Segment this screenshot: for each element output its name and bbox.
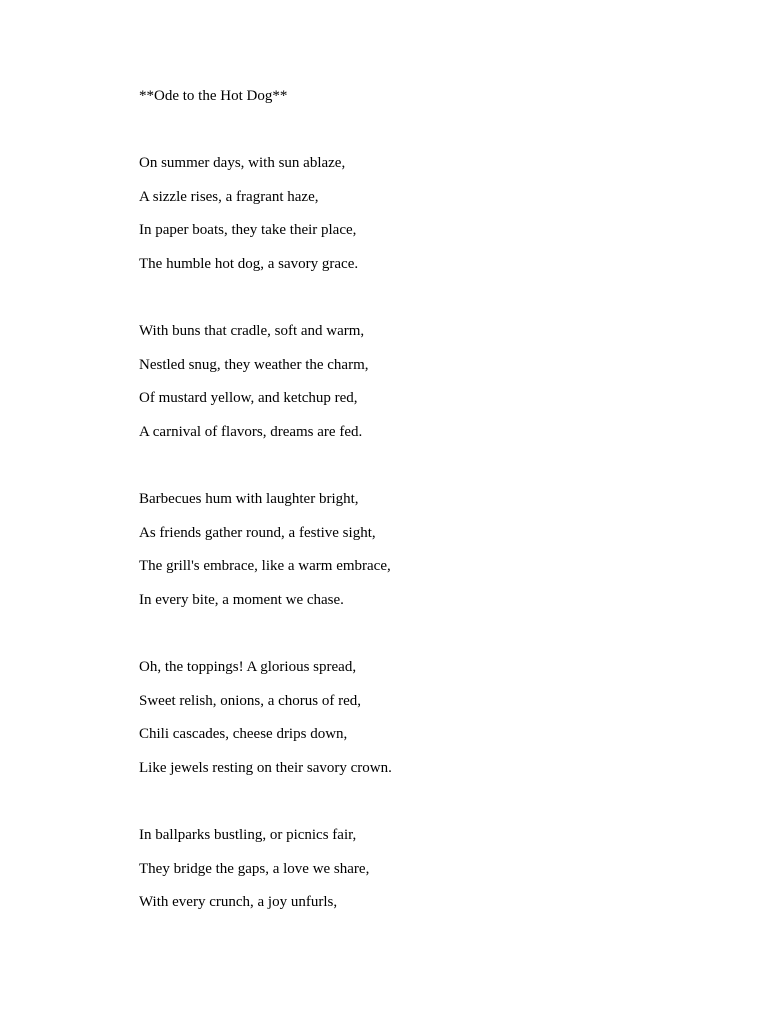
poem-line: The humble hot dog, a savory grace. bbox=[139, 256, 359, 272]
poem-line: With buns that cradle, soft and warm, bbox=[139, 323, 365, 339]
poem-line: A carnival of flavors, dreams are fed. bbox=[139, 424, 363, 440]
poem-line: Oh, the toppings! A glorious spread, bbox=[139, 659, 357, 675]
poem-line: Chili cascades, cheese drips down, bbox=[139, 726, 348, 742]
poem-line: A sizzle rises, a fragrant haze, bbox=[139, 189, 319, 205]
poem-line: The grill's embrace, like a warm embrace, bbox=[139, 558, 391, 574]
poem-line: They bridge the gaps, a love we share, bbox=[139, 861, 370, 877]
poem-line: On summer days, with sun ablaze, bbox=[139, 155, 346, 171]
poem-line: Of mustard yellow, and ketchup red, bbox=[139, 390, 358, 406]
poem-line: Nestled snug, they weather the charm, bbox=[139, 357, 369, 373]
poem-title: **Ode to the Hot Dog** bbox=[139, 88, 288, 104]
poem-line: In ballparks bustling, or picnics fair, bbox=[139, 827, 357, 843]
poem-line: With every crunch, a joy unfurls, bbox=[139, 894, 338, 910]
poem-line: Barbecues hum with laughter bright, bbox=[139, 491, 359, 507]
poem-line: In every bite, a moment we chase. bbox=[139, 592, 344, 608]
poem-line: Like jewels resting on their savory crown. bbox=[139, 760, 392, 776]
poem-line: Sweet relish, onions, a chorus of red, bbox=[139, 693, 362, 709]
poem-line: As friends gather round, a festive sight, bbox=[139, 525, 376, 541]
poem-line: In paper boats, they take their place, bbox=[139, 222, 357, 238]
